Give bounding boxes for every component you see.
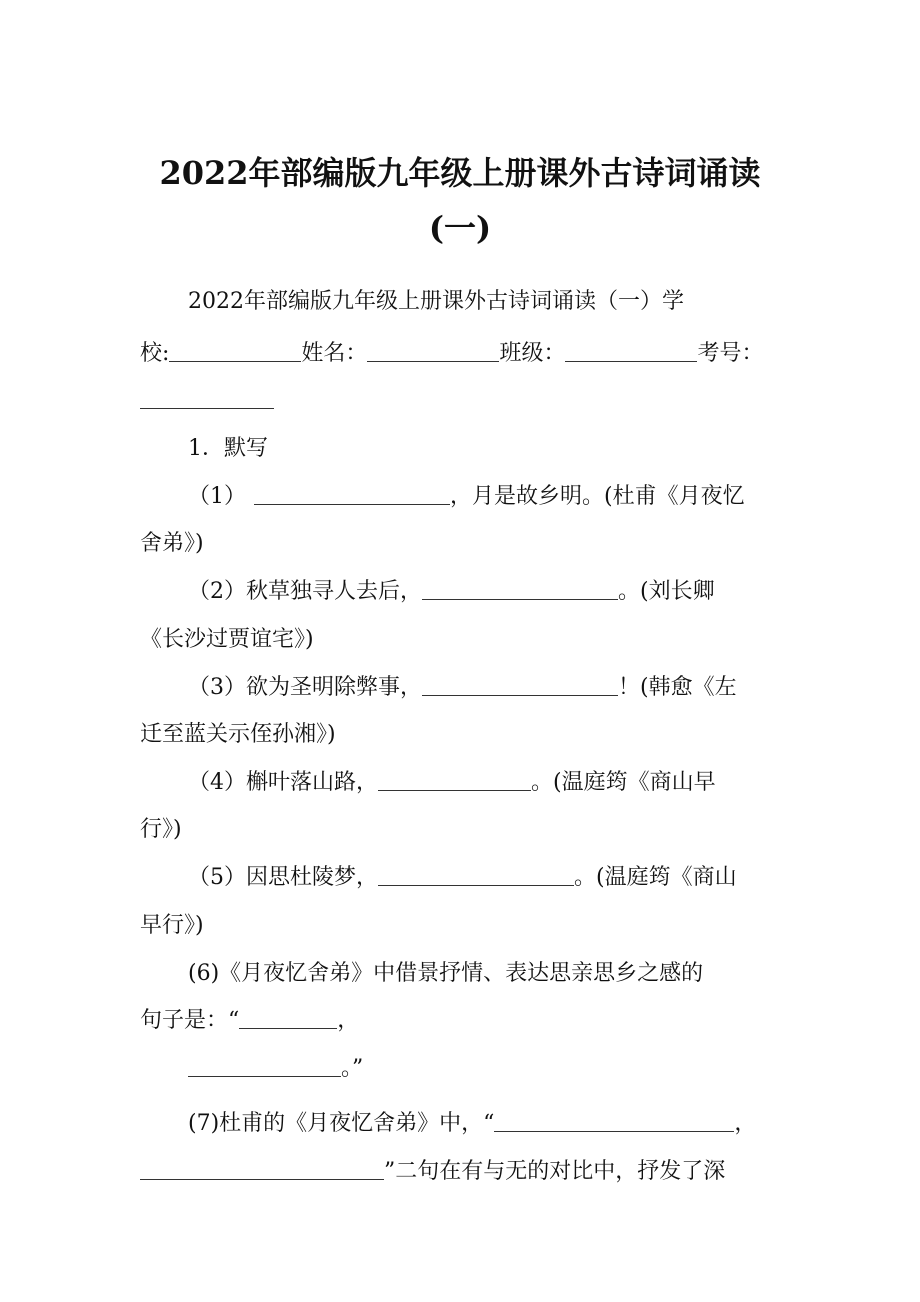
dictation-item-7 (188, 1109, 756, 1139)
dictation-item-6: (6)《月夜忆舍弟》中借景抒情、表达思亲思乡之感的 (188, 961, 704, 986)
dictation-item-4-continued: 行》) (140, 817, 182, 842)
section-heading: 1．默写 (188, 436, 268, 461)
answer-blank[interactable] (494, 1111, 734, 1132)
answer-blank[interactable] (140, 1159, 384, 1180)
item-number: （5） (188, 865, 246, 890)
dictation-item-1-continued: 舍弟》) (140, 531, 204, 556)
item-text-before: 因思杜陵梦， (246, 865, 379, 890)
item-text-before: 欲为圣明除弊事， (246, 675, 423, 700)
item-text-after: 。(刘长卿 (618, 579, 715, 604)
school-blank[interactable] (169, 341, 301, 362)
item-text-after: ，月是故乡明。(杜甫《月夜忆 (450, 484, 745, 509)
answer-blank[interactable] (378, 770, 531, 791)
dictation-item-2-continued: 《长沙过贾谊宅》) (140, 627, 314, 652)
item-number: （3） (188, 675, 246, 700)
dictation-item-3 (188, 673, 737, 703)
dictation-item-6-line-3 (188, 1054, 363, 1084)
dictation-item-5 (188, 863, 737, 893)
dictation-item-2 (188, 577, 715, 607)
document-title: 2022年部编版九年级上册课外古诗词诵读 (159, 154, 761, 192)
intro-line: 2022年部编版九年级上册课外古诗词诵读（一）学 (188, 289, 684, 314)
item-number: （4） (188, 770, 246, 795)
item-text-after: ！(韩愈《左 (618, 675, 737, 700)
item-text: (7)杜甫的《月夜忆舍弟》中，“ (188, 1111, 495, 1136)
item-number: （1） (188, 484, 246, 509)
answer-blank[interactable] (254, 484, 450, 505)
number-blank-line (140, 386, 274, 416)
item-text-after: 。(温庭筠《商山早 (531, 770, 716, 795)
comma: ， (337, 1008, 360, 1033)
name-blank[interactable] (367, 341, 499, 362)
dictation-item-4 (188, 768, 716, 798)
dictation-item-3-continued: 迁至蓝关示侄孙湘》) (140, 722, 336, 747)
answer-blank[interactable] (378, 865, 574, 886)
item-text-end: 。” (341, 1056, 364, 1081)
comma: ， (734, 1111, 757, 1136)
student-info-fields (140, 339, 763, 369)
number-blank[interactable] (140, 388, 274, 409)
answer-blank[interactable] (239, 1008, 337, 1029)
name-label: 姓名： (301, 341, 368, 366)
school-label: 校: (140, 341, 170, 366)
class-label: 班级： (499, 341, 566, 366)
class-blank[interactable] (565, 341, 697, 362)
number-label: 考号： (697, 341, 764, 366)
item-number: （2） (188, 579, 246, 604)
item-text-tail: ”二句在有与无的对比中，抒发了深 (384, 1159, 726, 1184)
answer-blank[interactable] (422, 675, 618, 696)
answer-blank[interactable] (422, 579, 618, 600)
document-title-subtitle: (一) (428, 209, 492, 247)
dictation-item-1 (188, 482, 745, 512)
item-text-before: 槲叶落山路， (246, 770, 379, 795)
item-text-after: 。(温庭筠《商山 (574, 865, 737, 890)
answer-blank[interactable] (188, 1056, 341, 1077)
item-text: 句子是：“ (140, 1008, 240, 1033)
dictation-item-5-continued: 早行》) (140, 913, 204, 938)
item-text-before: 秋草独寻人去后， (246, 579, 423, 604)
dictation-item-6-line-2 (140, 1006, 359, 1036)
dictation-item-7-line-2 (140, 1157, 725, 1187)
